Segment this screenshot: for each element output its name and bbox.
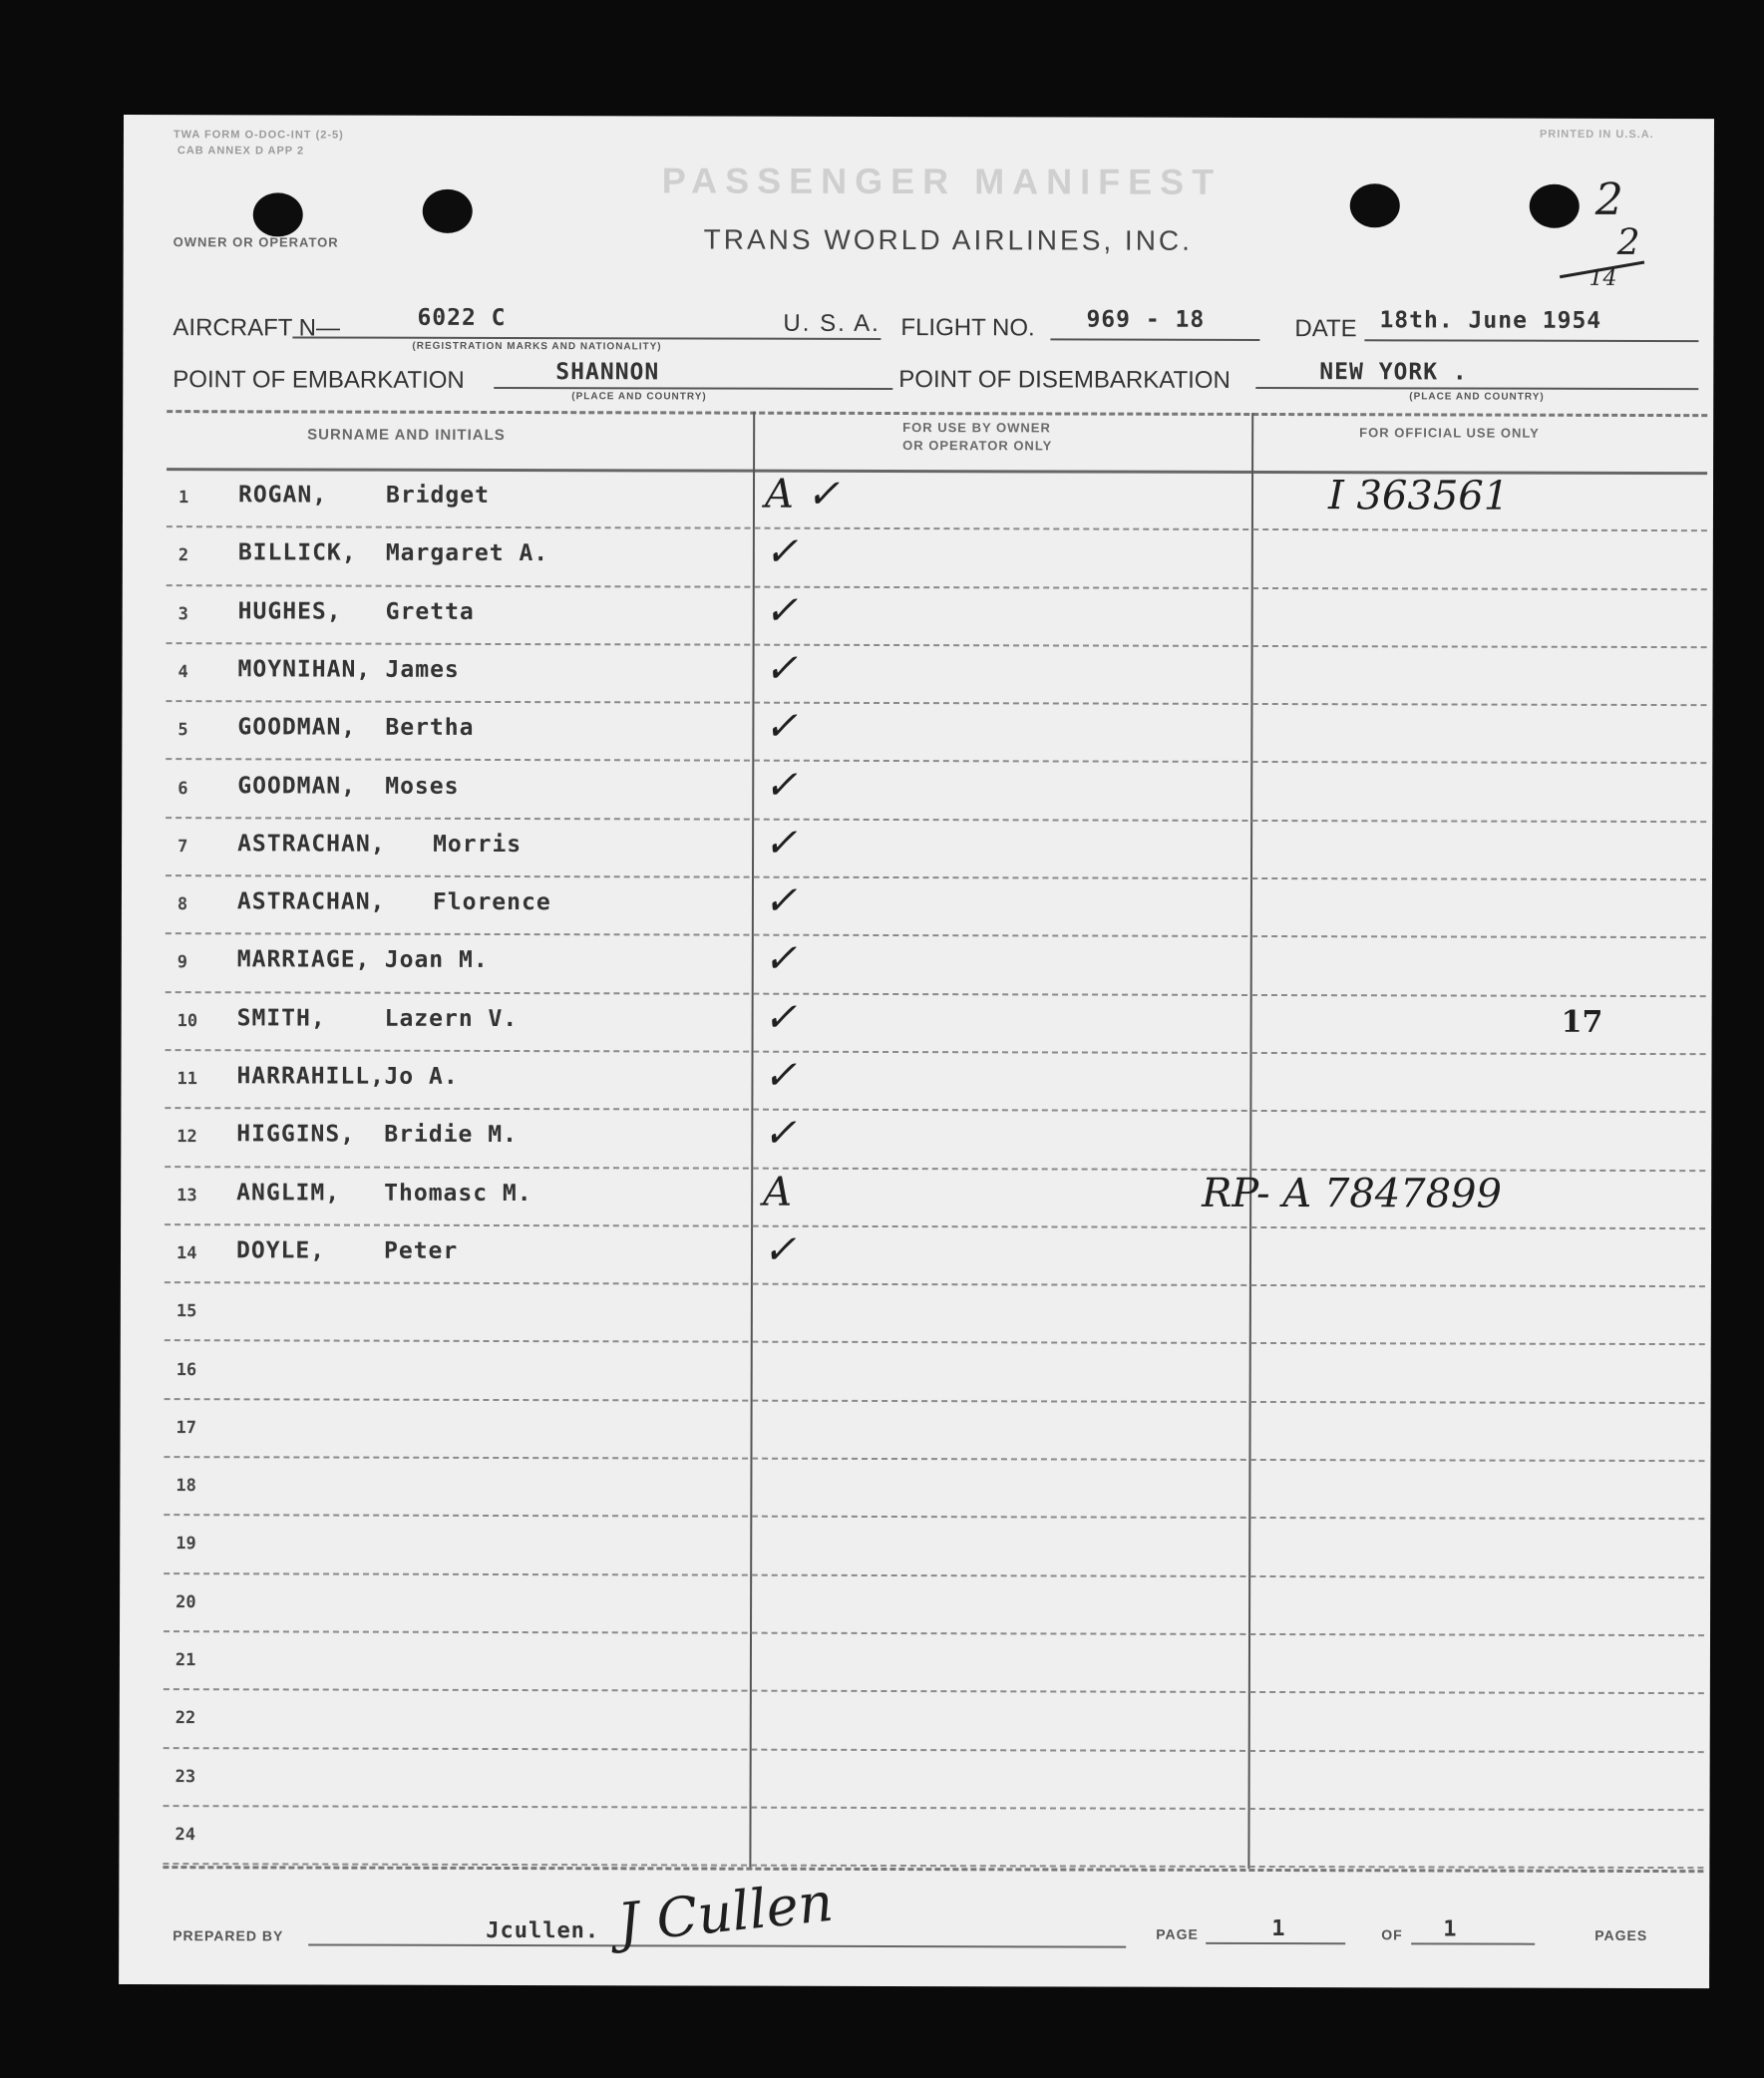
table-row (164, 1458, 1704, 1520)
table-top-rule (167, 410, 1707, 417)
row-number: 1 (177, 488, 189, 509)
table-row (164, 1749, 1704, 1811)
table-row (167, 586, 1707, 648)
row-number: 15 (176, 1301, 197, 1322)
passenger-surname: ASTRACHAN, (237, 831, 386, 858)
column-header-owner-use-1: FOR USE BY OWNER (902, 420, 1051, 436)
flight-no-value: 969 - 18 (1086, 306, 1206, 333)
row-number: 24 (175, 1825, 195, 1846)
disembarkation-note: (PLACE AND COUNTRY) (1409, 391, 1545, 403)
row-number: 5 (177, 720, 188, 741)
row-number: 11 (176, 1069, 197, 1090)
table-row (166, 993, 1706, 1055)
row-number: 17 (176, 1417, 197, 1438)
table-row (165, 1109, 1705, 1171)
table-row (164, 1632, 1704, 1694)
manifest-title: PASSENGER MANIFEST (661, 160, 1223, 202)
table-row (166, 702, 1706, 764)
table-row (167, 527, 1707, 589)
flight-no-label: FLIGHT NO. (900, 314, 1035, 342)
passenger-surname: SMITH, (236, 1004, 326, 1032)
owner-check-mark: ✓ (763, 1052, 798, 1099)
of-underline (1411, 1942, 1535, 1944)
owner-check-mark: ✓ (763, 1110, 797, 1158)
column-header-owner-use-2: OR OPERATOR ONLY (902, 438, 1053, 454)
owner-check-mark: A ✓ (764, 471, 841, 518)
official-use-entry: RP- A 7847899 (1202, 1170, 1503, 1217)
page-mark-top: 2 (1594, 173, 1623, 225)
embarkation-underline (494, 387, 892, 390)
flight-underline (1050, 338, 1259, 341)
table-row (165, 1051, 1705, 1113)
owner-check-mark: ✓ (764, 762, 798, 809)
printed-note: PRINTED IN U.S.A. (1539, 128, 1654, 142)
passenger-surname: HIGGINS, (236, 1121, 356, 1148)
passenger-given-name: Gretta (385, 598, 475, 625)
row-number: 2 (177, 545, 189, 566)
column-header-official: FOR OFFICIAL USE ONLY (1359, 425, 1540, 441)
disembarkation-label: POINT OF DISEMBARKATION (898, 366, 1231, 394)
punch-hole-1 (253, 192, 303, 236)
passenger-given-name: Bertha (385, 714, 475, 742)
row-number: 21 (175, 1650, 196, 1671)
row-number: 20 (176, 1591, 196, 1612)
manifest-sheet (119, 115, 1714, 1988)
owner-check-mark: ✓ (763, 936, 798, 983)
table-row (164, 1574, 1704, 1636)
passenger-surname: DOYLE, (235, 1237, 326, 1264)
passenger-given-name: Moses (385, 773, 460, 800)
passenger-surname: GOODMAN, (237, 772, 357, 800)
row-number: 9 (176, 952, 188, 973)
row-number: 22 (175, 1708, 196, 1729)
table-row (165, 1342, 1705, 1404)
passenger-surname: HARRAHILL, (236, 1063, 385, 1090)
row-number: 7 (177, 836, 188, 857)
column-header-names: SURNAME AND INITIALS (307, 426, 506, 445)
usa-label: U. S. A. (783, 309, 881, 337)
row-number: 23 (175, 1766, 196, 1787)
table-row (164, 1400, 1704, 1462)
passenger-surname: HUGHES, (237, 597, 342, 625)
owner-check-mark: A (763, 1169, 793, 1215)
passenger-given-name: Florence (432, 888, 551, 916)
table-row (167, 470, 1707, 531)
table-row (166, 644, 1706, 706)
form-code-line-1: TWA FORM O-DOC-INT (2-5) (173, 129, 344, 142)
table-row (166, 876, 1706, 938)
passenger-given-name: Lazern V. (384, 1005, 519, 1032)
row-number: 4 (177, 662, 188, 683)
table-row (164, 1517, 1704, 1578)
row-number: 12 (176, 1127, 197, 1148)
page-mark-middle: 2 (1616, 221, 1640, 263)
table-row (165, 1225, 1705, 1287)
owner-check-mark: ✓ (763, 877, 798, 924)
airline-name: TRANS WORLD AIRLINES, INC. (703, 223, 1194, 256)
page-mark-bottom: 14 (1588, 265, 1617, 291)
passenger-surname: GOODMAN, (237, 714, 357, 741)
owner-check-mark: ✓ (764, 528, 799, 576)
page-label: PAGE (1156, 1925, 1199, 1942)
of-label: OF (1381, 1926, 1403, 1943)
table-row (166, 819, 1706, 880)
passenger-given-name: Margaret A. (385, 539, 549, 567)
embarkation-note: (PLACE AND COUNTRY) (571, 391, 707, 403)
owner-check-mark: ✓ (764, 820, 798, 866)
punch-hole-2 (423, 189, 473, 233)
table-row (163, 1807, 1703, 1869)
official-use-entry: I 363561 (1327, 473, 1510, 520)
row-number: 10 (176, 1010, 198, 1031)
table-row (165, 1168, 1705, 1229)
passenger-surname: ASTRACHAN, (236, 888, 386, 915)
of-value: 1 (1443, 1916, 1458, 1942)
owner-check-mark: ✓ (764, 703, 798, 750)
owner-operator-label: OWNER OR OPERATOR (173, 234, 339, 250)
disembarkation-underline (1255, 387, 1698, 390)
prepared-by-value: Jcullen. (486, 1917, 600, 1944)
passenger-given-name: Thomasc M. (384, 1180, 532, 1207)
page-value: 1 (1271, 1916, 1286, 1942)
owner-check-mark: ✓ (763, 994, 798, 1041)
row-number: 8 (176, 894, 188, 915)
passenger-surname: MARRIAGE, (236, 946, 371, 974)
passenger-given-name: Peter (383, 1237, 459, 1264)
passenger-given-name: Morris (433, 831, 523, 858)
pages-label: PAGES (1594, 1926, 1648, 1944)
passenger-surname: ANGLIM, (236, 1179, 341, 1207)
registration-note: (REGISTRATION MARKS AND NATIONALITY) (412, 340, 662, 353)
date-label: DATE (1294, 315, 1357, 343)
owner-check-mark: ✓ (764, 645, 799, 692)
date-value: 18th. June 1954 (1379, 307, 1602, 334)
owner-check-mark: ✓ (762, 1226, 797, 1273)
row-number: 14 (176, 1243, 197, 1264)
embarkation-label: POINT OF EMBARKATION (173, 366, 465, 394)
passenger-given-name: James (385, 656, 460, 683)
punch-hole-3 (1350, 183, 1400, 227)
page-underline (1206, 1942, 1345, 1944)
passenger-surname: ROGAN, (237, 482, 328, 509)
row-number: 3 (177, 603, 188, 624)
passenger-given-name: Joan M. (384, 947, 489, 974)
signature: J Cullen (614, 1870, 837, 1955)
date-underline (1364, 339, 1698, 342)
row-number: 16 (176, 1359, 197, 1380)
table-row (164, 1690, 1704, 1752)
form-code-line-2: CAB ANNEX D APP 2 (176, 145, 305, 158)
official-use-entry: 17 (1561, 1004, 1603, 1040)
row-number: 19 (176, 1534, 196, 1555)
owner-check-mark: ✓ (764, 587, 799, 634)
aircraft-label: AIRCRAFT N— (173, 314, 341, 342)
row-number: 6 (177, 778, 188, 799)
passenger-surname: BILLICK, (237, 539, 357, 566)
punch-hole-4 (1530, 184, 1580, 228)
prepared-by-label: PREPARED BY (173, 1927, 284, 1944)
table-row (166, 761, 1706, 823)
aircraft-value: 6022 C (417, 304, 507, 332)
passenger-surname: MOYNIHAN, (237, 656, 372, 683)
row-number: 18 (176, 1476, 196, 1497)
disembarkation-value: NEW YORK . (1319, 359, 1468, 386)
row-number: 13 (176, 1185, 197, 1206)
embarkation-value: SHANNON (555, 359, 660, 386)
passenger-given-name: Bridie M. (384, 1121, 518, 1149)
passenger-given-name: Jo A. (384, 1063, 459, 1090)
table-row (165, 1283, 1705, 1345)
table-row (166, 935, 1706, 997)
passenger-given-name: Bridget (385, 482, 490, 509)
